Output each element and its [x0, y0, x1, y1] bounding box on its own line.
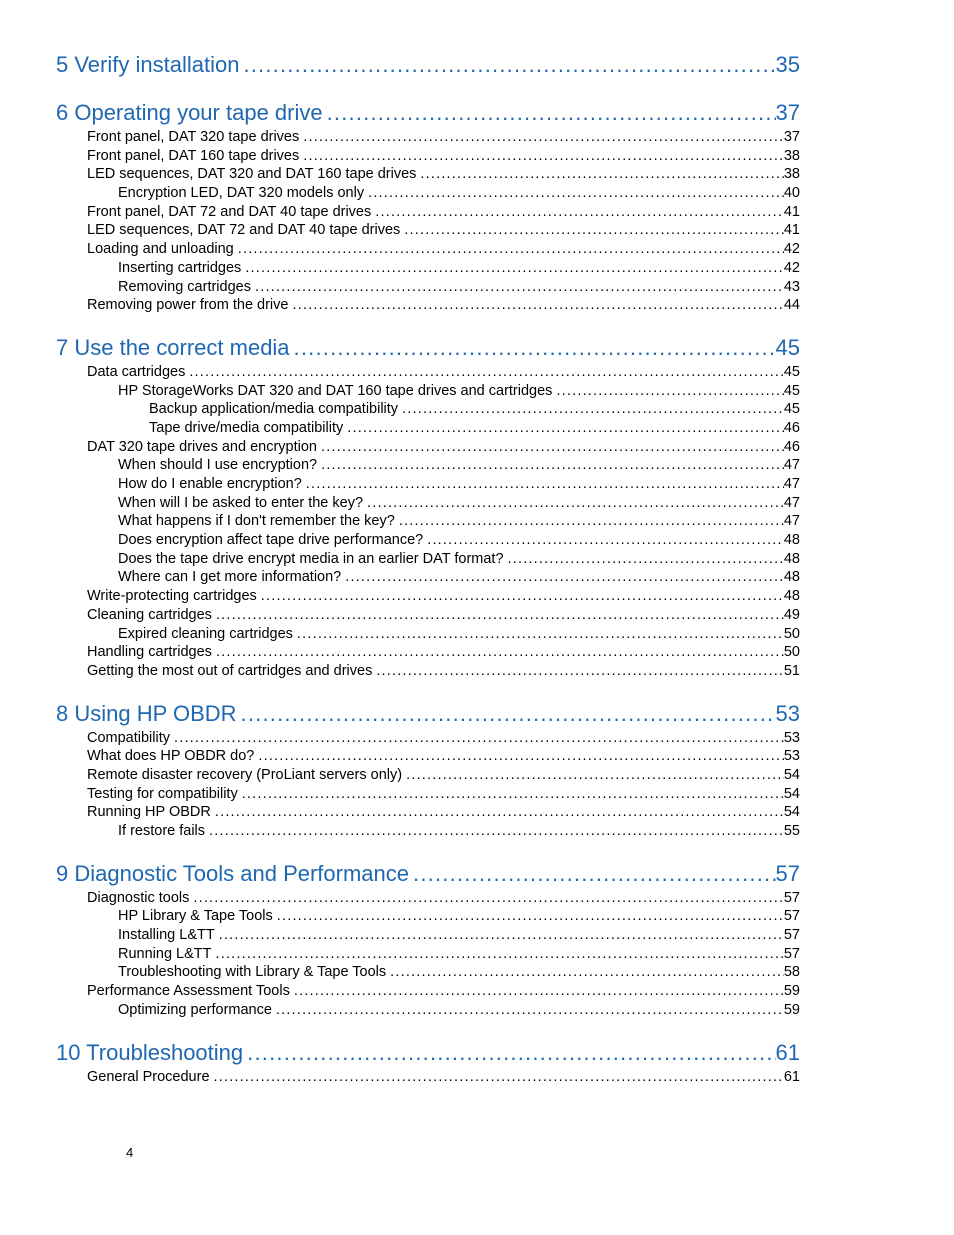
section-title: Write-protecting cartridges [87, 588, 257, 605]
toc-section-entry[interactable] [56, 278, 800, 297]
chapter-page: 53 [775, 700, 800, 726]
dot-leader [290, 333, 776, 363]
toc-section-entry[interactable] [56, 512, 800, 531]
chapter-gap [56, 1020, 800, 1038]
section-title: When should I use encryption? [118, 457, 318, 474]
section-page: 42 [783, 241, 800, 258]
toc-section-entry[interactable] [56, 203, 800, 222]
dot-leader [211, 803, 784, 822]
chapter-gap [56, 841, 800, 859]
section-page: 48 [783, 569, 800, 586]
dot-leader [257, 587, 784, 606]
toc-section-entry[interactable] [56, 128, 800, 147]
dot-leader [234, 240, 784, 259]
toc-section-entry[interactable] [56, 1068, 800, 1087]
toc-section-entry[interactable] [56, 889, 800, 908]
dot-leader [243, 1038, 775, 1068]
section-page: 45 [783, 363, 800, 380]
section-title: Backup application/media compatibility [149, 401, 399, 418]
toc-section-entry[interactable] [56, 296, 800, 315]
dot-leader [386, 963, 784, 982]
toc-section-entry[interactable] [56, 475, 800, 494]
section-page: 50 [783, 644, 800, 661]
dot-leader [504, 550, 784, 569]
toc-section-entry[interactable] [56, 729, 800, 748]
dot-leader [402, 766, 784, 785]
section-page: 48 [783, 588, 800, 605]
section-title: Front panel, DAT 72 and DAT 40 tape drives [87, 203, 372, 220]
toc-chapter-entry[interactable] [56, 1038, 800, 1068]
toc-section-entry[interactable] [56, 1001, 800, 1020]
section-page: 48 [783, 532, 800, 549]
chapter-page: 61 [775, 1039, 800, 1065]
section-page: 41 [783, 203, 800, 220]
section-title: When will I be asked to enter the key? [118, 494, 364, 511]
chapter-title: 10 Troubleshooting [56, 1039, 244, 1065]
chapter-gap [56, 315, 800, 333]
toc-section-entry[interactable] [56, 766, 800, 785]
toc-section-entry[interactable] [56, 363, 800, 382]
dot-leader [189, 889, 784, 908]
toc-chapter-entry[interactable] [56, 50, 800, 80]
toc-section-entry[interactable] [56, 945, 800, 964]
dot-leader [371, 203, 784, 222]
toc-section-entry[interactable] [56, 643, 800, 662]
dot-leader [343, 419, 784, 438]
dot-leader [409, 859, 776, 889]
dot-leader [364, 184, 784, 203]
section-page: 57 [783, 908, 800, 925]
section-page: 59 [783, 983, 800, 1000]
section-page: 40 [783, 185, 800, 202]
section-title: General Procedure [87, 1068, 210, 1085]
chapter-title: 6 Operating your tape drive [56, 100, 323, 125]
section-page: 47 [783, 494, 800, 511]
toc-section-entry[interactable] [56, 822, 800, 841]
dot-leader [317, 438, 784, 457]
dot-leader [185, 363, 784, 382]
section-page: 45 [783, 401, 800, 418]
toc-section-entry[interactable] [56, 785, 800, 804]
section-title: Does the tape drive encrypt media in an earlier DAT format? [118, 550, 504, 567]
section-page: 47 [783, 457, 800, 474]
section-page: 57 [783, 889, 800, 906]
section-title: Testing for compatibility [87, 785, 238, 802]
chapter-title: 5 Verify installation [56, 52, 240, 77]
section-title: LED sequences, DAT 72 and DAT 40 tape drives [87, 222, 401, 239]
section-page: 47 [783, 476, 800, 492]
dot-leader [212, 606, 784, 625]
section-title: Running HP OBDR [87, 804, 211, 821]
section-page: 48 [783, 550, 800, 567]
dot-leader [372, 662, 784, 681]
section-page: 38 [783, 147, 800, 164]
dot-leader [288, 296, 783, 315]
chapter-page: 57 [775, 860, 800, 886]
section-title: Compatibility [87, 729, 170, 746]
section-title: Expired cleaning cartridges [118, 625, 293, 642]
section-page: 59 [783, 1001, 800, 1018]
section-title: HP Library & Tape Tools [118, 908, 273, 925]
dot-leader [323, 98, 776, 128]
toc-section-entry[interactable] [56, 926, 800, 945]
section-title: Encryption LED, DAT 320 models only [118, 185, 365, 202]
section-page: 53 [783, 748, 800, 765]
toc-section-entry[interactable] [56, 494, 800, 513]
toc-chapter-entry[interactable] [56, 98, 800, 128]
section-title: Getting the most out of cartridges and drives [87, 662, 373, 679]
section-page: 41 [783, 222, 800, 239]
section-title: Performance Assessment Tools [87, 983, 290, 1000]
toc-section-entry[interactable] [56, 747, 800, 766]
dot-leader [210, 1068, 784, 1087]
dot-leader [302, 475, 784, 494]
dot-leader [398, 400, 784, 419]
dot-leader [299, 147, 784, 166]
page-number: 4 [126, 1145, 134, 1160]
dot-leader [215, 926, 784, 945]
chapter-title: 8 Using HP OBDR [56, 700, 237, 726]
toc-section-entry[interactable] [56, 587, 800, 606]
section-page: 51 [783, 662, 800, 679]
toc-chapter-entry[interactable] [56, 333, 800, 363]
section-page: 54 [783, 766, 800, 783]
toc-section-entry[interactable] [56, 221, 800, 240]
section-title: What happens if I don't remember the key? [118, 513, 395, 530]
toc-section-entry[interactable] [56, 568, 800, 587]
section-page: 47 [783, 513, 800, 530]
dot-leader [239, 50, 775, 80]
dot-leader [170, 729, 784, 748]
section-page: 54 [783, 804, 800, 821]
dot-leader [205, 822, 784, 841]
chapter-gap [56, 681, 800, 699]
section-title: LED sequences, DAT 320 and DAT 160 tape drives [87, 166, 417, 183]
dot-leader [254, 747, 783, 766]
section-title: Troubleshooting with Library & Tape Tools [118, 964, 387, 981]
section-title: What does HP OBDR do? [87, 748, 255, 765]
section-title: Installing L&TT [118, 927, 215, 944]
toc-section-entry[interactable] [56, 438, 800, 457]
section-page: 46 [783, 438, 800, 455]
section-title: Running L&TT [118, 945, 212, 962]
section-title: Does encryption affect tape drive performance? [118, 532, 424, 549]
section-page: 38 [783, 166, 800, 183]
section-title: Removing power from the drive [87, 297, 289, 314]
dot-leader [251, 278, 784, 297]
section-title: Handling cartridges [87, 644, 212, 661]
section-title: Inserting cartridges [118, 259, 242, 276]
table-of-contents [56, 50, 800, 1086]
section-title: How do I enable encryption? [118, 476, 302, 492]
dot-leader [238, 785, 784, 804]
chapter-page: 45 [775, 334, 800, 360]
section-page: 58 [783, 964, 800, 981]
dot-leader [317, 456, 784, 475]
section-page: 50 [783, 625, 800, 642]
toc-section-entry[interactable] [56, 625, 800, 644]
toc-section-entry[interactable] [56, 662, 800, 681]
chapter-title: 9 Diagnostic Tools and Performance [56, 860, 410, 886]
dot-leader [552, 382, 783, 401]
chapter-page: 37 [775, 100, 800, 125]
chapter-page: 35 [775, 52, 800, 77]
dot-leader [293, 625, 784, 644]
section-page: 55 [783, 823, 800, 839]
section-title: Cleaning cartridges [87, 606, 212, 623]
section-page: 57 [783, 945, 800, 962]
toc-section-entry[interactable] [56, 400, 800, 419]
chapter-gap [56, 80, 800, 98]
dot-leader [341, 568, 784, 587]
dot-leader [290, 982, 784, 1001]
dot-leader [400, 221, 784, 240]
toc-section-entry[interactable] [56, 963, 800, 982]
toc-section-entry[interactable] [56, 419, 800, 438]
toc-section-entry[interactable] [56, 907, 800, 926]
section-page: 54 [783, 785, 800, 802]
section-title: Removing cartridges [118, 278, 251, 295]
dot-leader [299, 128, 784, 147]
toc-section-entry[interactable] [56, 803, 800, 822]
toc-section-entry[interactable] [56, 147, 800, 166]
section-page: 46 [783, 419, 800, 436]
dot-leader [416, 165, 783, 184]
toc-section-entry[interactable] [56, 259, 800, 278]
toc-section-entry[interactable] [56, 165, 800, 184]
toc-section-entry[interactable] [56, 531, 800, 550]
section-title: Tape drive/media compatibility [149, 419, 344, 436]
chapter-title: 7 Use the correct media [56, 334, 290, 360]
toc-chapter-entry[interactable] [56, 859, 800, 889]
section-page: 44 [783, 297, 800, 314]
section-page: 49 [783, 606, 800, 623]
dot-leader [237, 699, 776, 729]
section-page: 42 [783, 259, 800, 276]
dot-leader [212, 945, 784, 964]
dot-leader [423, 531, 784, 550]
section-page: 61 [783, 1068, 800, 1085]
dot-leader [273, 907, 784, 926]
section-page: 45 [783, 382, 800, 399]
section-title: Front panel, DAT 160 tape drives [87, 147, 300, 164]
toc-section-entry[interactable] [56, 240, 800, 259]
dot-leader [395, 512, 784, 531]
section-title: Where can I get more information? [118, 569, 342, 586]
section-title: Front panel, DAT 320 tape drives [87, 129, 300, 145]
dot-leader [212, 643, 784, 662]
section-page: 43 [783, 278, 800, 295]
section-title: Optimizing performance [118, 1001, 272, 1018]
toc-section-entry[interactable] [56, 382, 800, 401]
section-title: HP StorageWorks DAT 320 and DAT 160 tape drives and cartridges [118, 382, 553, 399]
toc-section-entry[interactable] [56, 456, 800, 475]
dot-leader [272, 1001, 784, 1020]
dot-leader [363, 494, 784, 513]
section-page: 57 [783, 927, 800, 944]
section-title: Loading and unloading [87, 241, 234, 258]
section-title: Data cartridges [87, 363, 186, 380]
toc-section-entry[interactable] [56, 184, 800, 203]
toc-section-entry[interactable] [56, 606, 800, 625]
section-page: 37 [783, 129, 800, 145]
toc-section-entry[interactable] [56, 982, 800, 1001]
section-title: Remote disaster recovery (ProLiant servers only) [87, 766, 403, 783]
dot-leader [241, 259, 784, 278]
section-page: 53 [783, 729, 800, 746]
toc-chapter-entry[interactable] [56, 699, 800, 729]
toc-section-entry[interactable] [56, 550, 800, 569]
section-title: Diagnostic tools [87, 889, 190, 906]
section-title: If restore fails [118, 823, 206, 839]
section-title: DAT 320 tape drives and encryption [87, 438, 317, 455]
